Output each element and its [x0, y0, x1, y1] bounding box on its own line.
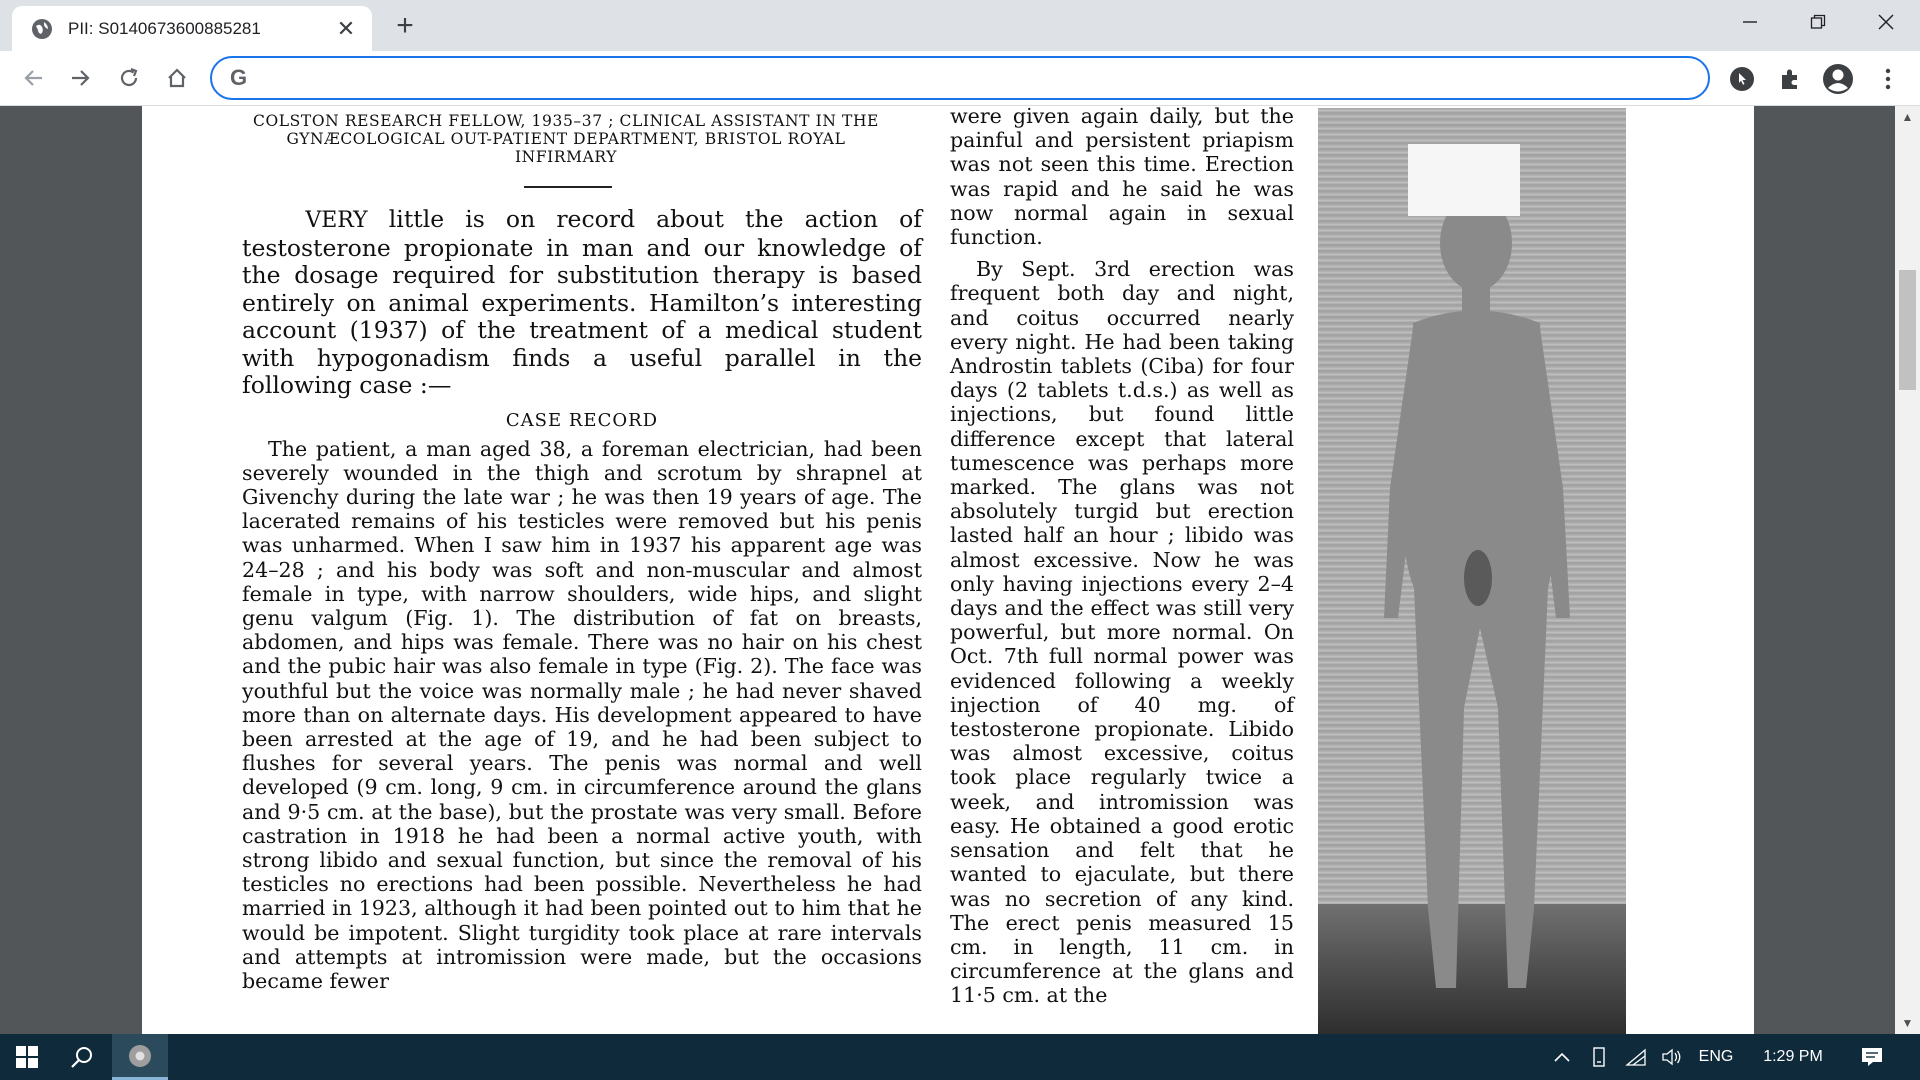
- vertical-scrollbar[interactable]: [1895, 106, 1920, 1034]
- intro-text: little is on record about the action of testosterone propionate in man and our knowledge of the dosage required for substitution therapy is based entirely on animal experiments. Hamilton’s interesting account (1937) of the treatment of a medical student with hypogonadism finds a useful parallel in the following case :—: [242, 205, 922, 399]
- restore-button[interactable]: [1784, 0, 1852, 44]
- profile-button[interactable]: [1822, 63, 1854, 95]
- section-heading: CASE RECORD: [505, 409, 659, 431]
- minimize-button[interactable]: [1716, 0, 1784, 44]
- reload-icon: [118, 67, 140, 89]
- close-icon: [1878, 14, 1894, 30]
- back-button[interactable]: [16, 61, 50, 95]
- forward-button[interactable]: [64, 61, 98, 95]
- extension-button[interactable]: [1726, 63, 1758, 95]
- google-icon: G: [230, 65, 248, 90]
- tab-close-icon[interactable]: ✕: [336, 15, 356, 41]
- face-cover-patch: [1408, 144, 1520, 216]
- new-tab-button[interactable]: +: [396, 9, 414, 42]
- search-icon: [70, 1045, 94, 1069]
- case-record-paragraph: The patient, a man aged 38, a foreman electrician, had been severely wounded in the thigh and scrotum by shrapnel at Givenchy during the late war ; he was then 19 years of age. The lacerated remains of his testicles were removed but his penis was unharmed. When I saw him in 1937 his apparent age was 24–28 ; and his body was soft and non-muscular and almost female in type, with narrow shoulders, wide hips, and slight genu valgum (Fig. 1). The distribution of fat on breasts, abdomen, and hips was female. There was no hair on his chest and the pubic hair was also female in type (Fig. 2). The face was youthful but the voice was normally male ; he had never shaved more than on alternate days. His development appeared to have been arrested at the age of 19, and he had been subject to flushes for several years. The penis was normal and well developed (9 cm. long, 9 cm. in circumference around the glans and 9·5 cm. at the base), but the prostate was very small. Before castration in 1918 he had been a normal active youth, with strong libido and sexual function, but since the removal of his testicles no erections had been possible. Nevertheless he had married in 1923, although it had been pointed out to him that he would be impotent. Slight turgidity took place at rare intervals and attempts at intromission were made, but the occasions became fewer: [242, 436, 922, 993]
- intro-dropcap: VERY: [305, 208, 368, 233]
- notifications-button[interactable]: [1850, 1034, 1894, 1080]
- more-vert-icon: [1885, 67, 1891, 91]
- notification-icon: [1861, 1047, 1883, 1067]
- chevron-up-icon: [1554, 1052, 1570, 1062]
- home-icon: [166, 67, 188, 89]
- author-affiliation: COLSTON RESEARCH FELLOW, 1935–37 ; CLINICAL ASSISTANT IN THE GYNÆCOLOGICAL OUT-PATIENT DEPARTMENT, BRISTOL ROYAL INFIRMARY: [253, 112, 879, 166]
- globe-icon: [32, 19, 52, 39]
- pdf-page: [142, 106, 1754, 1034]
- cursor-extension-icon: [1729, 66, 1755, 92]
- scrollbar-thumb[interactable]: [1899, 270, 1916, 390]
- reload-button[interactable]: [112, 61, 146, 95]
- forward-arrow-icon: [70, 67, 92, 89]
- network-tray-icon[interactable]: [1620, 1034, 1652, 1080]
- minimize-icon: [1742, 14, 1758, 30]
- left-column: [242, 106, 922, 993]
- home-button[interactable]: [160, 61, 194, 95]
- close-window-button[interactable]: [1852, 0, 1920, 44]
- volume-tray-icon[interactable]: [1656, 1034, 1688, 1080]
- pdf-viewer[interactable]: [0, 106, 1920, 1034]
- language-indicator[interactable]: ENG: [1698, 1048, 1734, 1065]
- restore-icon: [1810, 14, 1826, 30]
- tab-title: PII: S0140673600885281: [68, 18, 261, 38]
- scroll-down-icon[interactable]: ▼: [1901, 1016, 1914, 1030]
- wifi-icon: [1625, 1048, 1647, 1066]
- tab-strip: [0, 0, 1920, 51]
- taskbar-chrome-app[interactable]: [112, 1034, 168, 1080]
- middle-paragraph-2: By Sept. 3rd erection was frequent both day and night, and coitus occurred nearly every night. He had been taking Androstin tablets (Ciba) for four days (2 tablets t.d.s.) as well as injections, but found little difference except that lateral tumescence was perhaps more marked. The glans was not absolutely turgid but erection lasted half an hour ; libido was almost excessive. Now he was only having injections every 2–4 days and the effect was still very powerful, but more normal. On Oct. 7th full normal power was evidenced following a weekly injection of 40 mg. of testosterone propionate. Libido was almost excessive, coitus took place regularly twice a week, and intromission was easy. He obtained a good erotic sensation and felt that he wanted to ejaculate, but there was no secretion of any kind. The erect penis measured 15 cm. in length, 11 cm. in circumference at the glans and 11·5 cm. at the: [950, 257, 1294, 1008]
- back-arrow-icon: [22, 67, 44, 89]
- scroll-up-icon[interactable]: ▲: [1901, 110, 1914, 124]
- account-icon: [1822, 63, 1854, 95]
- device-tray-icon[interactable]: [1584, 1034, 1614, 1080]
- search-button[interactable]: [58, 1034, 106, 1080]
- address-input[interactable]: [261, 68, 1661, 89]
- middle-paragraph-1: were given again daily, but the painful and persistent priapism was not seen this time. Erection was rapid and he said he was now normal again in sexual function.: [950, 106, 1294, 250]
- standing-figure: [1358, 188, 1588, 1034]
- browser-toolbar: [0, 51, 1920, 106]
- speaker-icon: [1661, 1048, 1683, 1066]
- device-icon: [1591, 1047, 1607, 1067]
- figure-photograph: [1318, 108, 1626, 1034]
- start-button[interactable]: [0, 1034, 54, 1080]
- menu-button[interactable]: [1872, 63, 1904, 95]
- extensions-button[interactable]: [1774, 63, 1806, 95]
- windows-logo-icon: [16, 1046, 38, 1068]
- middle-column: [950, 106, 1294, 1008]
- show-hidden-icons-button[interactable]: [1548, 1034, 1576, 1080]
- separator-rule: [524, 186, 612, 188]
- windows-taskbar: [0, 1034, 1920, 1080]
- clock[interactable]: 1:29 PM: [1763, 1048, 1823, 1065]
- browser-tab[interactable]: [12, 6, 372, 51]
- address-bar[interactable]: [210, 56, 1710, 100]
- browser-app-icon: [128, 1044, 152, 1068]
- intro-paragraph: [242, 206, 922, 400]
- puzzle-icon: [1778, 67, 1802, 91]
